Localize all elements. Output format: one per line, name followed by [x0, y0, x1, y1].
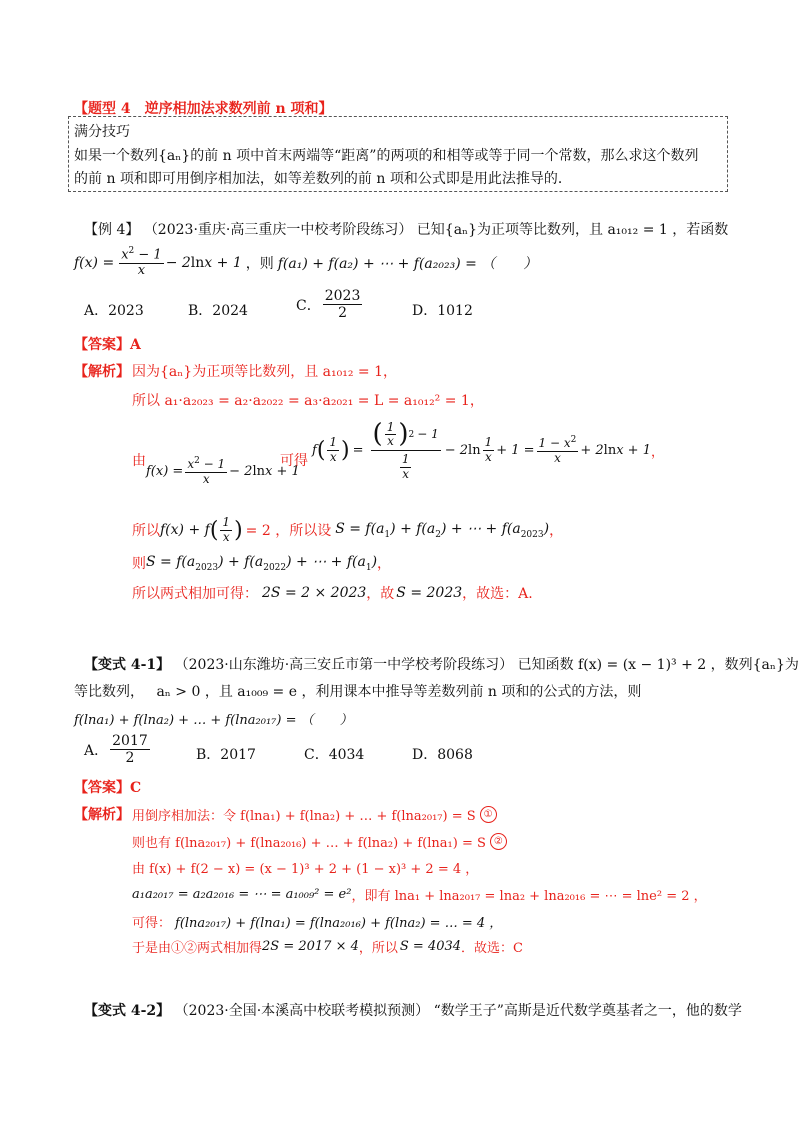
example4-analysis-label: 【解析】: [74, 364, 130, 380]
variant41-option-a: A． $\frac{2017}{2}$: [84, 733, 148, 767]
example4-step-3: 由: [132, 453, 146, 469]
example4-step-2: 所以 a₁·a₂₀₂₃ = a₂·a₂₀₂₂ = a₃·a₂₀₂₁ = L = a₁₀₁₂² = 1，: [132, 393, 484, 409]
variant41-stem-a: 已知函数 f(x) = (x − 1)³ + 2 ，数列{aₙ}为: [517, 657, 799, 673]
example4-step-5-line: 所以 f(x) + f ( $\frac{1}{x}$ ) = 2 ，所以设 $S = f(a_1) + f(a_2)$ + ⋯ + $f(a_{2023})$ ，: [132, 515, 564, 544]
variant41-step-2: 则也有 f(lna₂₀₁₇) + f(lna₂₀₁₆) + … + f(lna₂) + f(lna₁) = S ②: [132, 832, 507, 851]
example4-eq-sum: 2S = 2 × 2023: [262, 585, 367, 601]
example4-function-line: f(x) = $\frac{x^2 - 1}{x}$ − 2lnx + 1 ，则 f(a₁) + f(a₂) + ⋯ + f(a₂₀₂₃) = （ ）: [74, 246, 538, 279]
example4-eq-s: S = 2023: [396, 585, 463, 601]
variant41-option-c: C．4034: [304, 747, 365, 763]
example4-option-a: A．2023: [84, 303, 144, 319]
variant41-step-4: a₁a₂₀₁₇ = a₂a₂₀₁₆ = ⋯ = a₁₀₀₉² = e² ，即有 lna₁ + lna₂₀₁₇ = lna₂ + lna₂₀₁₆ = ⋯ = lne² = 2 ，: [132, 887, 707, 904]
example4-option-c: C． $\frac{2023}{2}$: [296, 288, 361, 322]
example4-step-6-line: 则 $S = f(a_{2023}) + f(a_{2022})$ + ⋯ + $f(a_1)$ ，: [132, 553, 392, 573]
example4-f-reciprocal: f ( $\frac{1}{x}$ ) = ( $\frac{1}{x}$ ) 2 − 1 $\frac{1}{x}$ − 2ln $\frac{1}{x}$ + 1 = $\frac{1 - x^2}{x}$ + 2lnx + 1 ，: [312, 419, 664, 481]
example4-answer: 【答案】A: [74, 337, 141, 353]
example4-step-1: 因为{aₙ}为正项等比数列，且 a₁₀₁₂ = 1，: [132, 364, 398, 380]
variant41-ask: f(lna₁) + f(lna₂) + … + f(lna₂₀₁₇) = （ ）: [74, 713, 353, 728]
example4-step-4: 可得: [280, 453, 308, 469]
example4-source: （2023·重庆·高三重庆一中校考阶段练习）: [143, 222, 413, 238]
variant41-line-2: 等比数列， aₙ > 0 ，且 a₁₀₀₉ = e ，利用课本中推导等差数列前 n 项和的公式的方法，则: [74, 684, 642, 700]
variant42-tag: 【变式 4-2】: [84, 1003, 171, 1019]
variant42-header: [84, 1000, 742, 1020]
example4-tag: 【例 4】: [84, 222, 140, 238]
example4-then: ，则: [245, 255, 274, 272]
variant41-header: [84, 654, 799, 674]
mark-circle-2: ②: [490, 833, 507, 850]
variant41-step-6: 于是由①②两式相加得 2S = 2017 × 4 ，所以 S = 4034 ．故选：C: [132, 939, 523, 956]
example4-option-c-num: 2023: [324, 288, 361, 304]
example4-option-b: B．2024: [188, 303, 248, 319]
variant41-option-d: D．8068: [412, 747, 473, 763]
example4-stem: 已知{aₙ}为正项等比数列，且 a₁₀₁₂ = 1 ，若函数: [416, 222, 729, 238]
variant41-tag: 【变式 4-1】: [84, 657, 171, 673]
tip-line-1: 如果一个数列{aₙ}的前 n 项中首末两端等“距离”的两项的和相等或等于同一个常数，那么求这个数列: [74, 148, 699, 164]
variant42-source: （2023·全国·本溪高中校联考模拟预测）: [174, 1003, 430, 1019]
example4-step-7-line: 所以两式相加可得： 2S = 2 × 2023 ，故 S = 2023 ，故选：A.: [132, 585, 533, 602]
mark-circle-1: ①: [480, 806, 497, 823]
variant41-source: （2023·山东潍坊·高三安丘市第一中学校考阶段练习）: [174, 657, 514, 673]
tip-label: 满分技巧: [74, 124, 130, 140]
variant41-step-5: 可得： f(lna₂₀₁₇) + f(lna₁) = f(lna₂₀₁₆) + f(lna₂) = … = 4 ，: [132, 916, 503, 931]
example4-option-c-den: 2: [338, 305, 347, 322]
section-title: 【题型 4 逆序相加法求数列前 n 项和】: [74, 101, 333, 117]
variant42-stem: “数学王子”高斯是近代数学奠基者之一，他的数学: [433, 1003, 742, 1019]
variant41-option-b: B．2017: [196, 747, 256, 763]
example4-option-d: D．1012: [412, 303, 473, 319]
tip-line-2: 的前 n 项和即可用倒序相加法，如等差数列的前 n 项和公式即是用此法推导的．: [74, 171, 572, 187]
example4-header: [84, 219, 728, 239]
variant41-analysis-label: 【解析】: [74, 807, 130, 823]
variant41-step-3: 由 f(x) + f(2 − x) = (x − 1)³ + 2 + (1 − x)³ + 2 = 4 ，: [132, 862, 479, 877]
example4-ask: f(a₁) + f(a₂) + ⋯ + f(a₂₀₂₃) = （ ）: [277, 255, 538, 272]
example4-func-repeat: f(x) = $\frac{x^2 - 1}{x}$ − 2lnx + 1: [146, 456, 300, 486]
variant41-answer: 【答案】C: [74, 780, 142, 796]
variant41-step-1: 用倒序相加法：令 f(lna₁) + f(lna₂) + … + f(lna₂₀₁₇) = S ①: [132, 805, 497, 824]
example4-func-fraction: $\frac{x^2 - 1}{x}$: [121, 246, 162, 279]
